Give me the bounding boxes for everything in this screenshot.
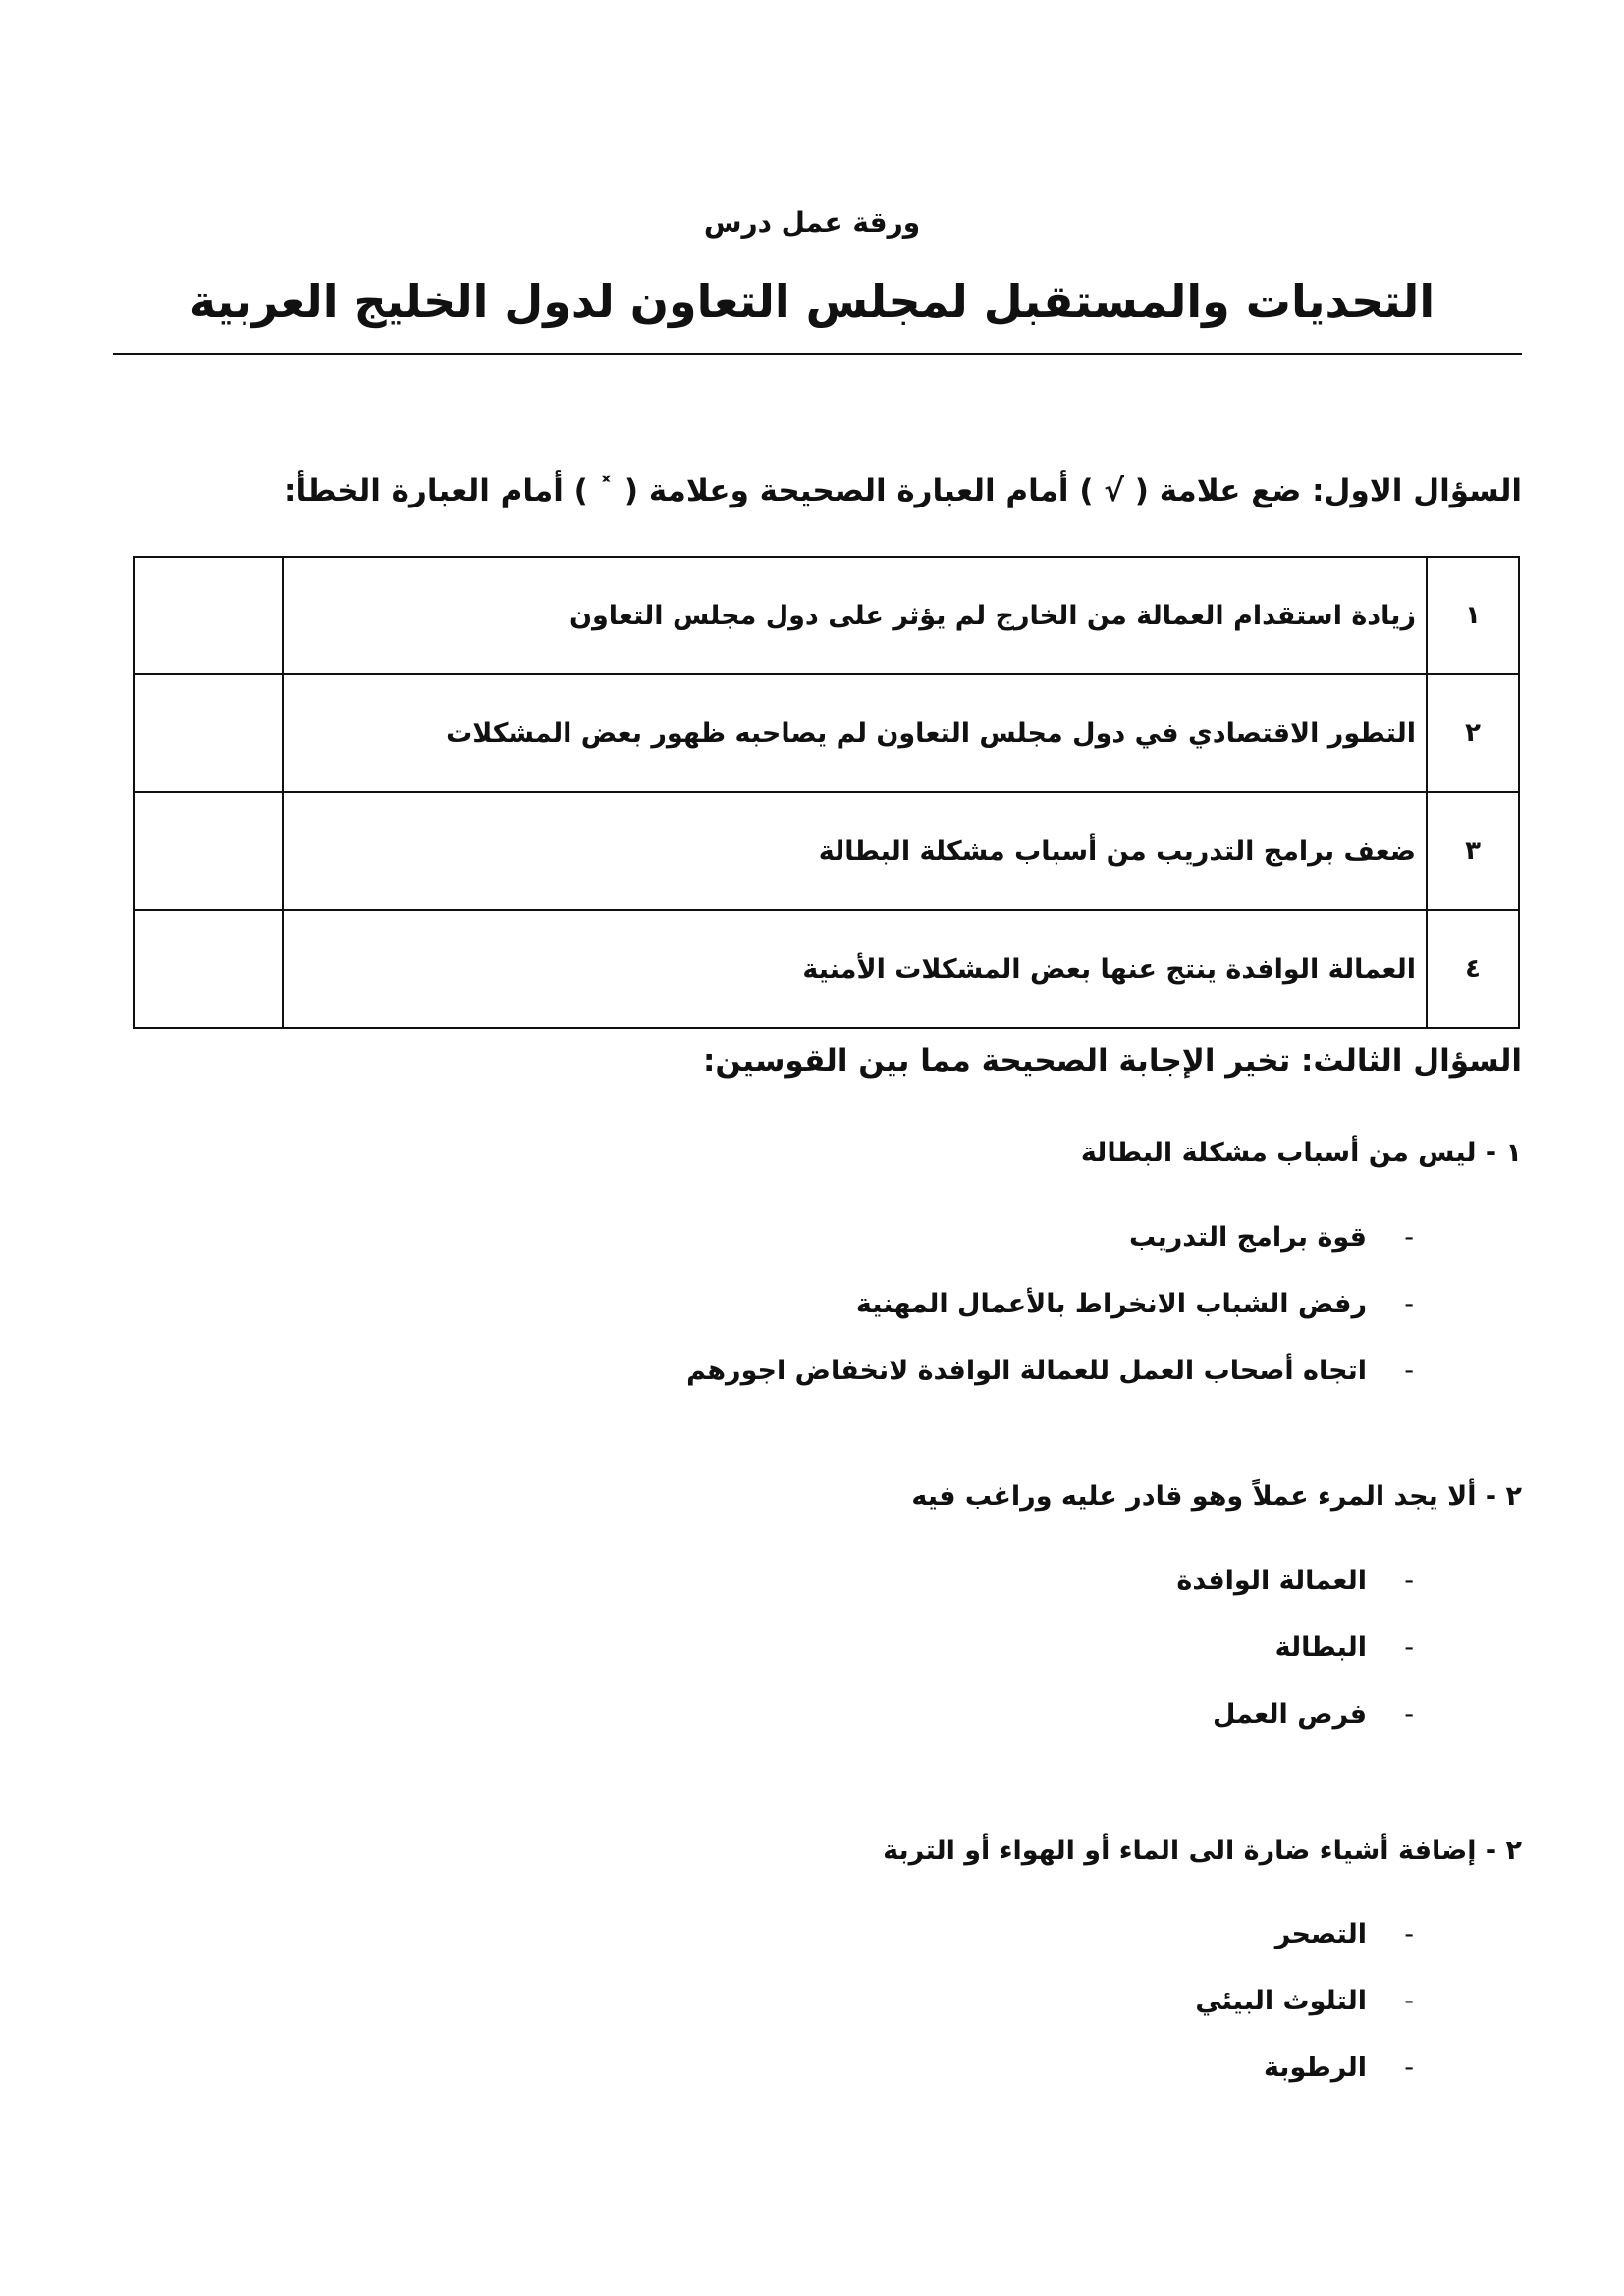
dash-bullet: - — [1404, 1222, 1414, 1253]
mc-option-label: رفض الشباب الانخراط بالأعمال المهنية — [855, 1289, 1367, 1319]
mc-option-label: الرطوبة — [1263, 2053, 1367, 2083]
dash-bullet: - — [1404, 1289, 1414, 1319]
mc-option-label: قوة برامج التدريب — [1129, 1222, 1367, 1253]
row-number: ٢ — [1427, 674, 1519, 792]
mc-question-2: ٢ - ألا يجد المرء عملاً وهو قادر عليه وراغب فيه — [911, 1481, 1522, 1512]
mc-option[interactable] — [1195, 2053, 1414, 2119]
dash-bullet: - — [1404, 1986, 1414, 2016]
title-divider — [113, 353, 1522, 355]
mc-option-label: التلوث البيئي — [1195, 1986, 1367, 2016]
mc-option-label: التصحر — [1274, 1919, 1367, 1949]
mc-options-list-1 — [686, 1222, 1414, 1422]
worksheet-subtitle: ورقة عمل درس — [703, 206, 921, 239]
dash-bullet: - — [1404, 1566, 1414, 1596]
dash-bullet: - — [1404, 1632, 1414, 1663]
statement-text: ضعف برامج التدريب من أسباب مشكلة البطالة — [283, 792, 1427, 910]
mc-question-1: ١ - ليس من أسباب مشكلة البطالة — [1080, 1138, 1522, 1168]
statement-text: زيادة استقدام العمالة من الخارج لم يؤثر على دول مجلس التعاون — [283, 557, 1427, 674]
dash-bullet: - — [1404, 1919, 1414, 1949]
answer-cell[interactable] — [134, 674, 283, 792]
true-false-table — [133, 556, 1520, 1029]
row-number: ٤ — [1427, 910, 1519, 1028]
dash-bullet: - — [1404, 2053, 1414, 2083]
mc-option-label: فرص العمل — [1212, 1699, 1367, 1730]
answer-cell[interactable] — [134, 792, 283, 910]
mc-option[interactable] — [686, 1222, 1414, 1289]
mc-option-label: اتجاه أصحاب العمل للعمالة الوافدة لانخفاض اجورهم — [686, 1356, 1367, 1386]
mc-options-list-2 — [1176, 1566, 1414, 1766]
statement-text: العمالة الوافدة ينتج عنها بعض المشكلات الأمنية — [283, 910, 1427, 1028]
dash-bullet: - — [1404, 1356, 1414, 1386]
statement-text: التطور الاقتصادي في دول مجلس التعاون لم يصاحبه ظهور بعض المشكلات — [283, 674, 1427, 792]
mc-option[interactable] — [686, 1289, 1414, 1356]
table-row — [134, 557, 1519, 674]
mc-options-list-3 — [1195, 1919, 1414, 2119]
mc-option[interactable] — [1176, 1566, 1414, 1632]
dash-bullet: - — [1404, 1699, 1414, 1730]
mc-option-label: البطالة — [1274, 1632, 1367, 1663]
mc-option[interactable] — [1176, 1699, 1414, 1766]
answer-cell[interactable] — [134, 557, 283, 674]
table-row — [134, 674, 1519, 792]
mc-option[interactable] — [1195, 1919, 1414, 1986]
mc-option[interactable] — [1195, 1986, 1414, 2053]
row-number: ٣ — [1427, 792, 1519, 910]
question1-heading: السؤال الاول: ضع علامة ( √ ) أمام العبارة الصحيحة وعلامة ( ˟ ) أمام العبارة الخطأ: — [284, 473, 1522, 508]
row-number: ١ — [1427, 557, 1519, 674]
mc-option[interactable] — [1176, 1632, 1414, 1699]
table-row — [134, 792, 1519, 910]
question3-heading: السؤال الثالث: تخير الإجابة الصحيحة مما بين القوسين: — [703, 1043, 1522, 1079]
answer-cell[interactable] — [134, 910, 283, 1028]
mc-option[interactable] — [686, 1356, 1414, 1422]
mc-option-label: العمالة الوافدة — [1176, 1566, 1367, 1596]
worksheet-title: التحديات والمستقبل لمجلس التعاون لدول الخليج العربية — [189, 275, 1435, 328]
mc-question-3: ٢ - إضافة أشياء ضارة الى الماء أو الهواء أو التربة — [883, 1836, 1522, 1866]
table-row — [134, 910, 1519, 1028]
